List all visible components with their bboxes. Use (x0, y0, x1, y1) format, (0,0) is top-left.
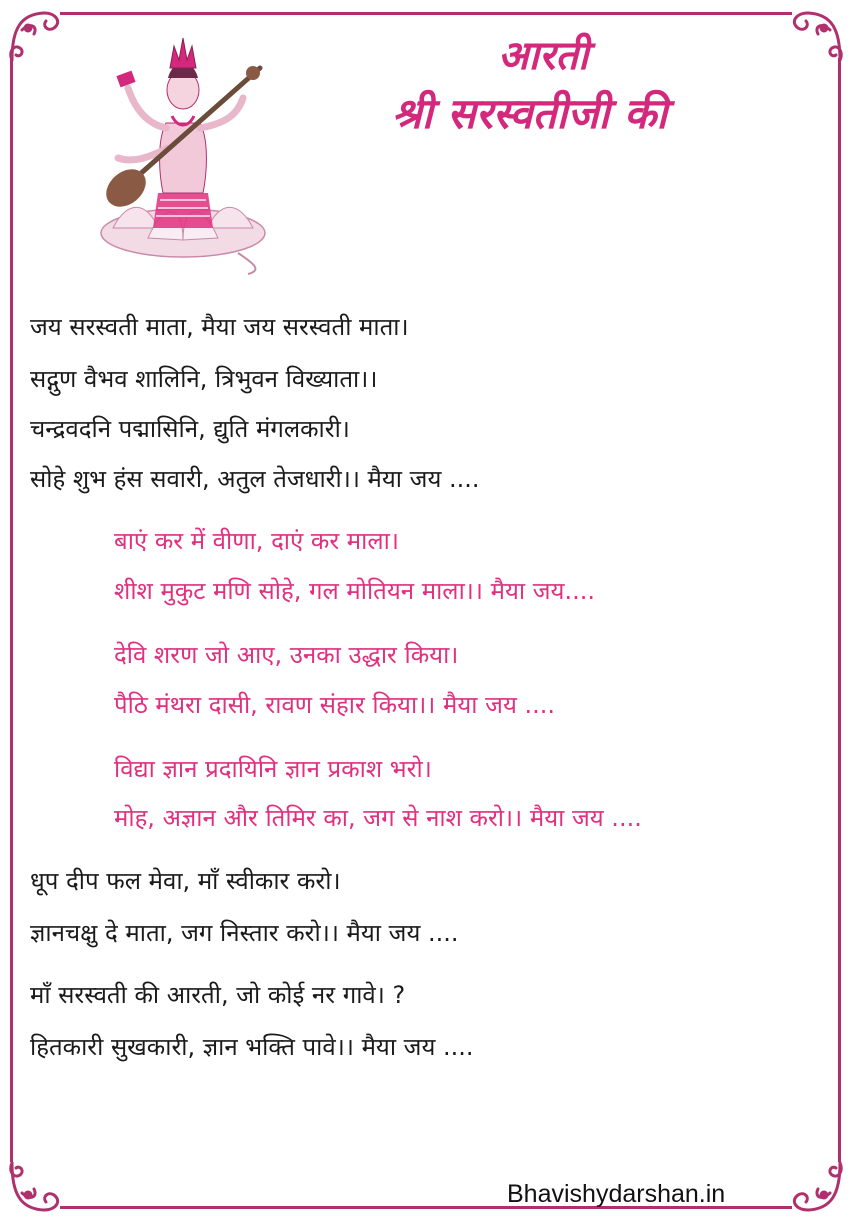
verse-line: देवि शरण जो आए, उनका उद्धार किया। (114, 641, 459, 669)
verse-line: माँ सरस्वती की आरती, जो कोई नर गावे। ? (30, 981, 406, 1009)
border-right (838, 58, 841, 1162)
border-top (60, 12, 792, 15)
verse-line: सोहे शुभ हंस सवारी, अतुल तेजधारी।। मैया जय .... (30, 465, 480, 493)
site-watermark: Bhavishydarshan.in (507, 1180, 726, 1208)
corner-ornament-icon (0, 1153, 70, 1223)
corner-ornament-icon (782, 1153, 852, 1223)
verse-line: हितकारी सुखकारी, ज्ञान भक्ति पावे।। मैया जय .... (30, 1033, 474, 1061)
verse-line: बाएं कर में वीणा, दाएं कर माला। (114, 527, 399, 555)
verse-line: सद्गुण वैभव शालिनि, त्रिभुवन विख्याता।। (30, 365, 378, 393)
page-title: आरती (498, 33, 589, 79)
saraswati-illustration-icon (88, 28, 278, 278)
corner-ornament-icon (0, 0, 70, 70)
verse-line: पैठि मंथरा दासी, रावण संहार किया।। मैया जय .... (114, 691, 556, 719)
verse-line: शीश मुकुट मणि सोहे, गल मोतियन माला।। मैया जय.... (114, 577, 595, 605)
verse-line: धूप दीप फल मेवा, माँ स्वीकार करो। (30, 867, 341, 895)
page-subtitle: श्री सरस्वतीजी की (392, 89, 668, 138)
verse-line: जय सरस्वती माता, मैया जय सरस्वती माता। (30, 313, 409, 341)
verse-line: ज्ञानचक्षु दे माता, जग निस्तार करो।। मैया जय .... (30, 919, 459, 947)
verse-line: चन्द्रवदनि पद्मासिनि, द्युति मंगलकारी। (30, 415, 350, 443)
border-left (10, 58, 13, 1162)
corner-ornament-icon (782, 0, 852, 70)
verse-line: मोह, अज्ञान और तिमिर का, जग से नाश करो।। मैया जय .... (114, 804, 642, 832)
verse-line: विद्या ज्ञान प्रदायिनि ज्ञान प्रकाश भरो। (114, 755, 432, 783)
